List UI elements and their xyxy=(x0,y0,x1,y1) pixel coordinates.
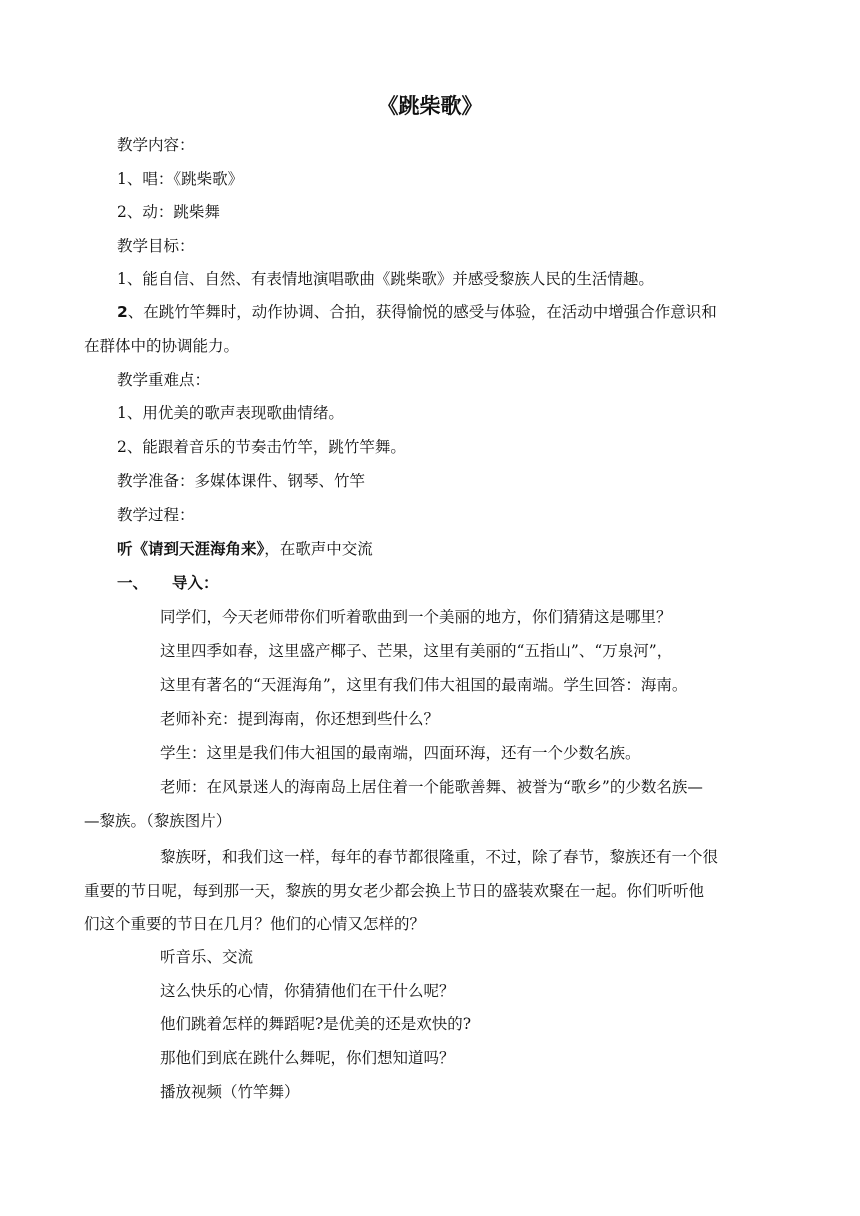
goal-2-text: 、在跳竹竿舞时，动作协调、合拍，获得愉悦的感受与体验，在活动中增强合作意识和 xyxy=(127,303,717,321)
paragraph-1: 同学们，今天老师带你们听着歌曲到一个美丽的地方，你们猜猜这是哪里？ xyxy=(160,608,672,626)
listen-line xyxy=(117,538,373,560)
section-title: 导入： xyxy=(172,574,219,592)
paragraph-12: 播放视频（竹竿舞） xyxy=(160,1083,300,1101)
paragraph-5: 学生：这里是我们伟大祖国的最南端，四面环海，还有一个少数名族。 xyxy=(160,744,641,762)
key-heading: 教学重难点： xyxy=(117,371,211,389)
paragraph-7-line-2: 重要的节日呢，每到那一天，黎族的男女老少都会换上节日的盛装欢聚在一起。你们听听他 xyxy=(84,882,705,900)
section-number: 一、 xyxy=(117,574,149,592)
paragraph-7-line-3: 们这个重要的节日在几月？他们的心情又怎样的？ xyxy=(84,915,426,933)
content-item-1: 1、唱：《跳柴歌》 xyxy=(117,170,244,188)
paragraph-6-line-1: 老师：在风景迷人的海南岛上居住着一个能歌善舞、被誉为“歌乡”的少数名族— xyxy=(160,778,703,796)
goal-2-line-2: 在群体中的协调能力。 xyxy=(84,337,240,355)
goal-2-number: 2 xyxy=(117,303,128,321)
paragraph-4: 老师补充：提到海南，你还想到些什么？ xyxy=(160,710,440,728)
content-item-2: 2、动：跳柴舞 xyxy=(117,203,220,221)
paragraph-3: 这里有著名的“天涯海角”，这里有我们伟大祖国的最南端。学生回答：海南。 xyxy=(160,676,688,694)
content-heading: 教学内容： xyxy=(117,136,195,154)
paragraph-10: 他们跳着怎样的舞蹈呢?是优美的还是欢快的? xyxy=(160,1015,472,1033)
key-item-1: 1、用优美的歌声表现歌曲情绪。 xyxy=(117,404,344,422)
paragraph-7-line-1: 黎族呀，和我们这一样，每年的春节都很隆重，不过，除了春节，黎族还有一个很 xyxy=(160,848,719,866)
paragraph-8: 听音乐、交流 xyxy=(160,948,254,966)
goal-1: 1、能自信、自然、有表情地演唱歌曲《跳柴歌》并感受黎族人民的生活情趣。 xyxy=(117,270,654,288)
preparation: 教学准备：多媒体课件、钢琴、竹竿 xyxy=(117,472,366,490)
listen-song: 听《请到天涯海角来》 xyxy=(117,540,265,558)
paragraph-6-line-2: —黎族。（黎族图片） xyxy=(84,812,232,830)
document-title: 《跳柴歌》 xyxy=(377,94,483,118)
goals-heading: 教学目标： xyxy=(117,237,195,255)
paragraph-2: 这里四季如春，这里盛产椰子、芒果，这里有美丽的“五指山”、“万泉河”， xyxy=(160,642,673,660)
listen-rest: ，在歌声中交流 xyxy=(264,540,373,558)
goal-2-line-1 xyxy=(117,301,717,323)
key-item-2: 2、能跟着音乐的节奏击竹竿，跳竹竿舞。 xyxy=(117,438,406,456)
process-heading: 教学过程： xyxy=(117,506,195,524)
paragraph-9: 这么快乐的心情，你猜猜他们在干什么呢？ xyxy=(160,982,455,1000)
paragraph-11: 那他们到底在跳什么舞呢，你们想知道吗？ xyxy=(160,1049,455,1067)
